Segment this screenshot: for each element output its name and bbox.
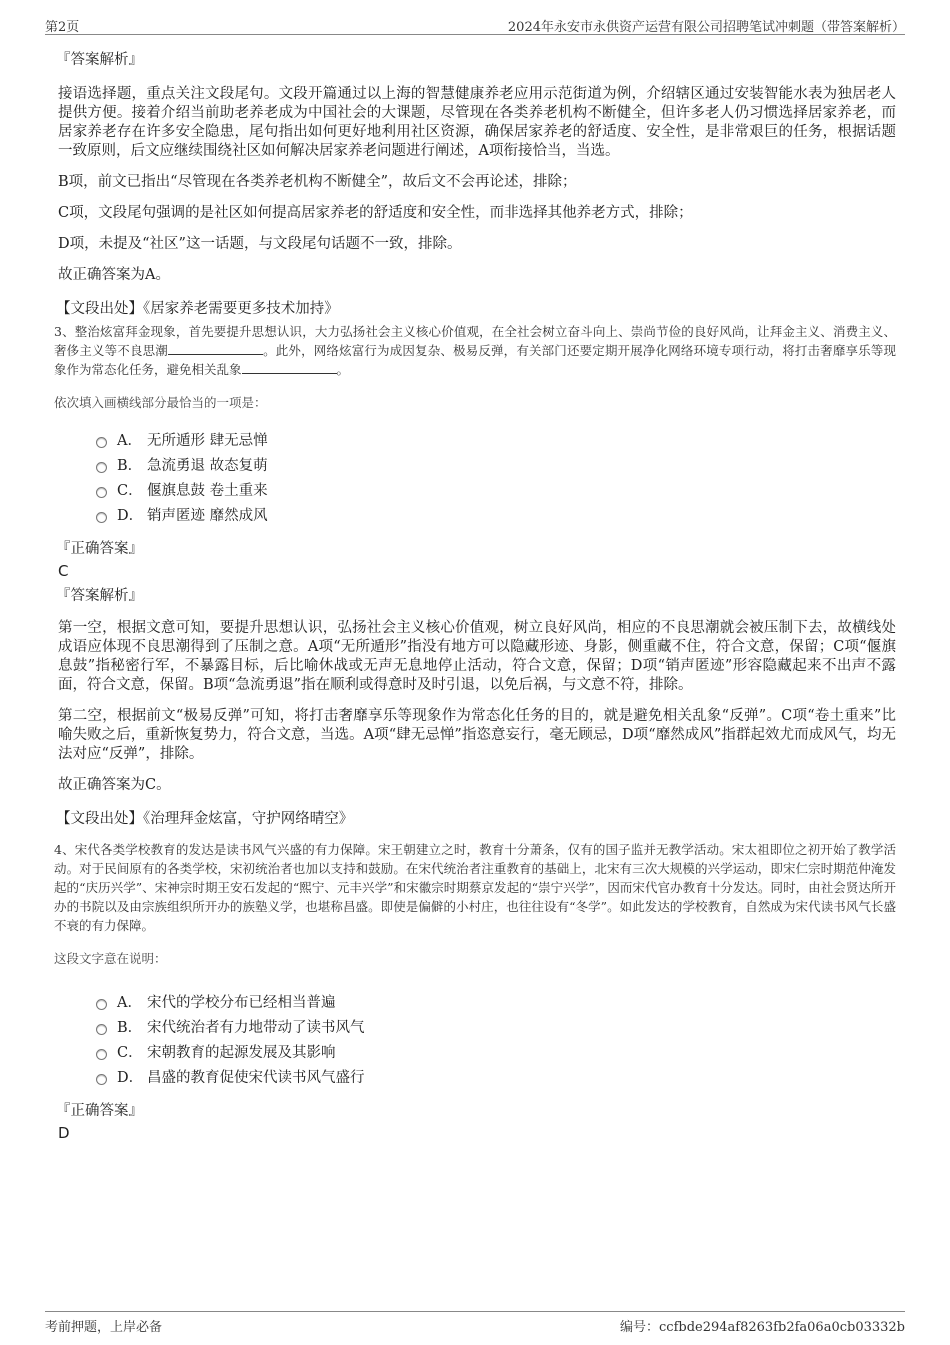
radio-icon[interactable]: [96, 462, 107, 473]
option-c[interactable]: C． 偃旗息鼓 卷土重来: [96, 477, 896, 502]
question-3-prompt: 依次填入画横线部分最恰当的一项是：: [54, 395, 267, 410]
option-a[interactable]: A． 无所遁形 肆无忌惮: [96, 427, 896, 452]
radio-icon[interactable]: [96, 512, 107, 523]
fill-blank: [242, 361, 337, 374]
option-a[interactable]: A． 宋代的学校分布已经相当普遍: [96, 989, 896, 1014]
question-4-text: 4、宋代各类学校教育的发达是读书风气兴盛的有力保障。宋王朝建立之时，教育十分萧条，仅有的国子监并无教学活动。宋太祖即位之初开始了教学活动。对于民间原有的各类学校，宋初统治者也加以支持和鼓励。在宋代统治者注重教育的基础上，北宋有三次大规模的兴学运动，即宋仁宗时期范仲淹发起的“庆历兴学”、宋神宗时期王安石发起的“熙宁、元丰兴学”和宋徽宗时期蔡京发起的“崇宁兴学”，因而宋代官办教育十分发达。同时，由社会贤达所开办的书院以及由宗族组织所开办的族塾义学，也堪称昌盛。即使是偏僻的小村庄，也往往设有“冬学”。如此发达的学校教育，自然成为宋代读书风气长盛不衰的有力保障。: [54, 842, 896, 933]
option-b[interactable]: B． 宋代统治者有力地带动了读书风气: [96, 1014, 896, 1039]
analysis-paragraph: 第二空，根据前文“极易反弹”可知，将打击奢靡享乐等现象作为常态化任务的目的，就是避免相关乱象“反弹”。C项“卷土重来”比喻失败之后，重新恢复势力，符合文意，当选。A项“肆无忌惮”指恣意妄行，毫无顾忌，D项“靡然成风”指群起效尤而成风气，均无法对应“反弹”，排除。: [58, 708, 896, 762]
question-3-text: 3、整治炫富拜金现象，首先要提升思想认识，大力弘扬社会主义核心价值观，在全社会树立奋斗向上、崇尚节俭的良好风尚，让拜金主义、消费主义、奢侈主义等不良思潮 。此外，网络炫富行为成因复杂、极易反弹，有关部门还要定期开展净化网络环境专项行动，将打击奢靡享乐等现象作为常态化任务，避免相关乱象 。: [54, 324, 896, 377]
correct-answer-label: 『正确答案』: [56, 541, 143, 557]
correct-answer-label: 『正确答案』: [56, 1103, 143, 1119]
analysis-paragraph: 第一空，根据文意可知，要提升思想认识，弘扬社会主义核心价值观，树立良好风尚，相应的不良思潮就会被压制下去，故横线处成语应体现不良思潮得到了压制之意。A项“无所遁形”指没有地方可以隐藏形迹、身影，侧重藏不住，符合文意，保留；C项“偃旗息鼓”指秘密行军，不暴露目标，后比喻休战或无声无息地停止活动，符合文意，保留；D项“销声匿迹”形容隐藏起来不出声不露面，符合文意，保留。B项“急流勇退”指在顺利或得意时及时引退，以免后祸，与文意不符，排除。: [58, 620, 896, 693]
main-content: [56, 44, 896, 1144]
page-footer: [45, 1311, 905, 1335]
analysis-paragraph: 故正确答案为A。: [58, 267, 170, 283]
option-c[interactable]: C． 宋朝教育的起源发展及其影响: [96, 1039, 896, 1064]
page-header: [45, 14, 905, 35]
analysis-paragraph: 故正确答案为C。: [58, 777, 171, 793]
analysis-label: 『答案解析』: [56, 588, 143, 604]
correct-answer: C: [58, 562, 69, 580]
page-number: 第2页: [45, 20, 80, 35]
radio-icon[interactable]: [96, 437, 107, 448]
passage-source: 【文段出处】《居家养老需要更多技术加持》: [56, 301, 339, 317]
footer-slogan: 考前押题，上岸必备: [45, 1320, 163, 1335]
question-3-options: [96, 427, 896, 527]
question-4-prompt: 这段文字意在说明：: [54, 951, 167, 966]
analysis-paragraph: 接语选择题，重点关注文段尾句。文段开篇通过以上海的智慧健康养老应用示范街道为例，介绍辖区通过安装智能水表为独居老人提供方便。接着介绍当前助老养老成为中国社会的大课题，尽管现在各类养老机构不断健全，但许多老人仍习惯选择居家养老，而居家养老存在许多安全隐患，尾句指出如何更好地利用社区资源，确保居家养老的舒适度、安全性，是非常艰巨的任务，根据话题一致原则，后文应继续围绕社区如何解决居家养老问题进行阐述，A项衔接恰当，当选。: [58, 86, 896, 159]
analysis-label: 『答案解析』: [56, 52, 143, 68]
option-b[interactable]: B． 急流勇退 故态复萌: [96, 452, 896, 477]
analysis-paragraph: C项，文段尾句强调的是社区如何提高居家养老的舒适度和安全性，而非选择其他养老方式，排除；: [58, 205, 693, 221]
radio-icon[interactable]: [96, 1049, 107, 1060]
radio-icon[interactable]: [96, 487, 107, 498]
document-title: 2024年永安市永供资产运营有限公司招聘笔试冲刺题（带答案解析）: [507, 20, 905, 35]
analysis-paragraph: D项，未提及“社区”这一话题，与文段尾句话题不一致，排除。: [58, 236, 462, 252]
correct-answer: D: [58, 1124, 70, 1142]
document-id: 编号：ccfbde294af8263fb2fa06a0cb03332b: [620, 1320, 905, 1335]
option-d[interactable]: D． 昌盛的教育促使宋代读书风气盛行: [96, 1064, 896, 1089]
option-d[interactable]: D． 销声匿迹 靡然成风: [96, 502, 896, 527]
radio-icon[interactable]: [96, 1024, 107, 1035]
radio-icon[interactable]: [96, 999, 107, 1010]
question-4-options: [96, 989, 896, 1089]
fill-blank: [168, 342, 263, 355]
radio-icon[interactable]: [96, 1074, 107, 1085]
analysis-paragraph: B项，前文已指出“尽管现在各类养老机构不断健全”，故后文不会再论述，排除；: [58, 174, 577, 190]
passage-source: 【文段出处】《治理拜金炫富，守护网络晴空》: [56, 811, 354, 827]
